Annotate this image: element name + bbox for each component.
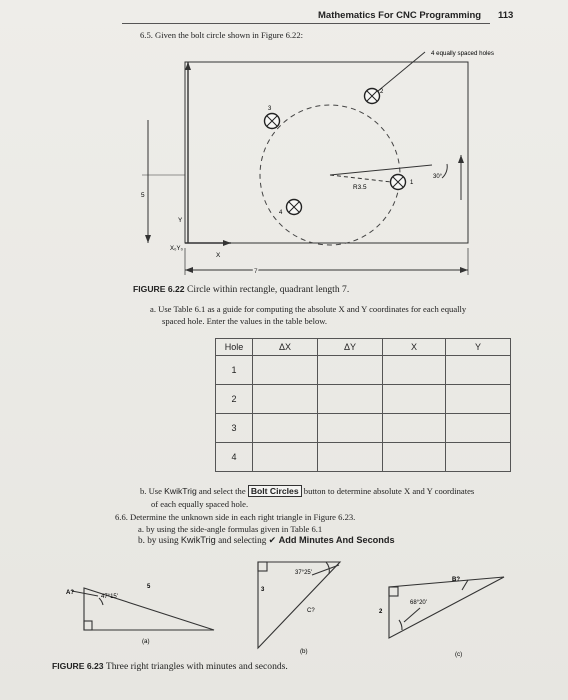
hole-number: 3	[216, 414, 253, 443]
part-b-kwiktrig: KwikTrig	[164, 486, 197, 496]
hole-2-icon	[365, 89, 380, 104]
hole-number: 4	[216, 443, 253, 472]
page-number: 113	[498, 10, 514, 21]
hole-number: 1	[216, 356, 253, 385]
x-cell[interactable]	[383, 414, 446, 443]
label-c-part: (c)	[455, 651, 463, 658]
figure-6-23-caption-text: Three right triangles with minutes and seconds.	[105, 661, 288, 672]
label-c-unknown: B?	[452, 577, 460, 583]
figure-6-23-label: FIGURE 6.23	[52, 661, 104, 671]
figure-6-22-label: FIGURE 6.22	[133, 284, 185, 294]
label-hole-3: 3	[268, 106, 272, 112]
figure-6-23-caption	[52, 661, 288, 672]
right-angle-a	[84, 621, 92, 630]
figure-6-22-caption	[133, 284, 349, 295]
delta-x-cell[interactable]	[253, 443, 318, 472]
label-hole-4: 4	[279, 210, 283, 216]
col-delta-x: ΔX	[253, 339, 318, 356]
label-a-angle: 47°15'	[101, 594, 118, 600]
part-b-line-1	[140, 486, 474, 496]
figure-6-23	[0, 550, 568, 670]
table-row	[216, 414, 511, 443]
label-a-hyp: 5	[147, 584, 151, 590]
hole-table	[215, 338, 511, 472]
col-hole: Hole	[216, 339, 253, 356]
label-b-part: (b)	[300, 648, 308, 655]
table-row	[216, 356, 511, 385]
x-cell[interactable]	[383, 443, 446, 472]
delta-x-cell[interactable]	[253, 385, 318, 414]
col-delta-y: ΔY	[318, 339, 383, 356]
problem-6-6-b-kwiktrig: KwikTrig	[180, 535, 216, 545]
part-a-line-1: a. Use Table 6.1 as a guide for computing the absolute X and Y coordinates for each equally	[150, 304, 467, 314]
annotation-holes: 4 equally spaced holes	[431, 50, 494, 57]
angle-ref-line	[330, 165, 432, 175]
part-b-line-2: of each equally spaced hole.	[151, 499, 249, 509]
angle-arc-b	[326, 562, 329, 574]
angle-arc	[442, 164, 447, 178]
hole-1-icon	[391, 175, 406, 190]
problem-6-6-b-prefix: b. by using	[138, 535, 179, 545]
y-cell[interactable]	[446, 414, 511, 443]
radius-line	[330, 175, 400, 183]
label-radius: R3.5	[353, 184, 367, 191]
label-b-angle: 37°25'	[295, 570, 312, 576]
label-hole-1: 1	[410, 180, 414, 186]
hole-table-header	[216, 339, 511, 356]
problem-6-6-b	[138, 535, 395, 546]
label-origin: X₀Y₀	[170, 246, 183, 252]
part-b-prefix: b. Use	[140, 486, 162, 496]
delta-y-cell[interactable]	[318, 356, 383, 385]
y-cell[interactable]	[446, 356, 511, 385]
part-b-mid: and select the	[198, 486, 246, 496]
delta-x-cell[interactable]	[253, 356, 318, 385]
label-x-axis: X	[216, 252, 221, 259]
label-hole-2: 2	[380, 89, 384, 95]
hole-4-icon	[287, 200, 302, 215]
x-cell[interactable]	[383, 356, 446, 385]
right-angle-b	[258, 562, 267, 571]
running-header-title: Mathematics For CNC Programming	[318, 10, 482, 21]
label-a-part: (a)	[142, 638, 150, 645]
leader-c	[404, 608, 420, 622]
part-a-line-2: spaced hole. Enter the values in the table below.	[162, 316, 328, 326]
label-length: 7	[254, 268, 258, 275]
problem-6-6-a: a. by using the side-angle formulas given in Table 6.1	[138, 524, 323, 534]
x-cell[interactable]	[383, 385, 446, 414]
problem-6-6-b-mid: and selecting	[218, 535, 267, 545]
checkmark-icon: ✔	[268, 535, 277, 545]
angle-arc-c	[399, 620, 402, 630]
y-cell[interactable]	[446, 443, 511, 472]
right-angle-c	[389, 587, 398, 596]
table-row	[216, 385, 511, 414]
col-x: X	[383, 339, 446, 356]
delta-y-cell[interactable]	[318, 385, 383, 414]
label-c-side: 2	[379, 609, 383, 615]
rectangle-outline	[185, 62, 468, 243]
label-y-axis: Y	[178, 217, 183, 224]
delta-x-cell[interactable]	[253, 414, 318, 443]
leader-c-unknown	[462, 580, 468, 590]
label-b-unknown: C?	[307, 608, 315, 614]
hole-3-icon	[265, 114, 280, 129]
label-height: 5	[141, 192, 145, 199]
delta-y-cell[interactable]	[318, 414, 383, 443]
label-c-angle: 68°20'	[410, 600, 427, 606]
part-b-suffix: button to determine absolute X and Y coordinates	[303, 486, 475, 496]
figure-6-22-caption-text: Circle within rectangle, quadrant length 7.	[187, 284, 350, 295]
problem-6-5-text: 6.5. Given the bolt circle shown in Figure 6.22:	[140, 30, 304, 40]
bolt-circles-button[interactable]: Bolt Circles	[248, 485, 302, 497]
y-cell[interactable]	[446, 385, 511, 414]
hole-number: 2	[216, 385, 253, 414]
leader-b	[312, 565, 339, 575]
problem-6-6-text: 6.6. Determine the unknown side in each right triangle in Figure 6.23.	[115, 512, 356, 522]
label-a-unknown: A?	[66, 590, 74, 596]
triangle-c	[389, 577, 504, 638]
table-row	[216, 443, 511, 472]
add-minutes-seconds-option[interactable]: Add Minutes And Seconds	[278, 535, 395, 545]
col-y: Y	[446, 339, 511, 356]
label-b-side: 3	[261, 587, 265, 593]
delta-y-cell[interactable]	[318, 443, 383, 472]
label-angle: 30°	[433, 174, 443, 180]
figure-6-22	[0, 0, 568, 300]
